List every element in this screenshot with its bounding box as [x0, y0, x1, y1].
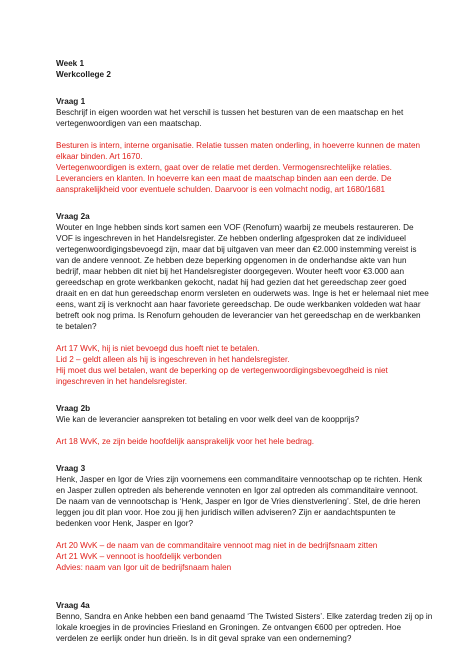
- section-vraag-2b: [56, 403, 434, 447]
- question-line: Wie kan de leverancier aanspreken tot betaling en voor welk deel van de koopprijs?: [56, 415, 360, 424]
- section-heading: Vraag 3: [56, 464, 86, 473]
- answer-line: Advies: naam van Igor uit de bedrijfsnaam halen: [56, 563, 232, 572]
- answer-line: Art 17 WvK, hij is niet bevoegd dus hoeft niet te betalen.: [56, 344, 260, 353]
- question-line: betreft ook nog prima. Is Renofurn gehouden de leverancier van het gereedschap en de werkbanken: [56, 311, 421, 320]
- question-line: Beschrijf in eigen woorden wat het verschil is tussen het besturen van de een maatschap en het: [56, 108, 404, 117]
- question-line: De naam van de vennootschap is ‘Henk, Jasper en Igor de Vries dienstverlening’. Stel, de drie heren: [56, 497, 421, 506]
- answer-line: Art 21 WvK – vennoot is hoofdelijk verbonden: [56, 552, 222, 561]
- question-line: en Jasper zullen optreden als beherende vennoten en Igor zal optreden als commanditaire vennoot.: [56, 486, 418, 495]
- question-line: bedenken voor Henk, Jasper en Igor?: [56, 519, 194, 528]
- answer-line: Besturen is intern, interne organisatie. Relatie tussen maten onderling, in hoeverre kunnen de maten: [56, 141, 421, 150]
- question-line: Benno, Sandra en Anke hebben een band genaamd ‘The Twisted Sisters’. Elke zaterdag treden zij op in: [56, 612, 433, 621]
- question-line: verdelen ze eerlijk onder hun drieën. Is in dit geval sprake van een onderneming?: [56, 634, 352, 643]
- section-heading: Vraag 2a: [56, 212, 90, 221]
- question-line: eens, want zij is verknocht aan haar favoriete gereedschap. De oude werkbanken voldeden wat haar: [56, 300, 421, 309]
- question-line: VOF is ingeschreven in het Handelsregister. Ze hebben onderling afgesproken dat ze individueel: [56, 234, 407, 243]
- answer-line: Art 18 WvK, ze zijn beide hoofdelijk aansprakelijk voor het hele bedrag.: [56, 437, 315, 446]
- section-vraag-1: [56, 96, 434, 195]
- page-title: Werkcollege 2: [56, 70, 111, 79]
- question-line: vertegenwoordigingsbevoegd zijn, maar dat bij uitgaven van meer dan €2.000 instemming vereist is: [56, 245, 417, 254]
- answer-line: Vertegenwoordigen is extern, gaat over de relatie met derden. Vermogensrechtelijke relaties.: [56, 163, 392, 172]
- question-line: van de andere vennoot. Ze hebben deze beperking opgenomen in de onderhandse akte van hun: [56, 256, 407, 265]
- question-line: te betalen?: [56, 322, 97, 331]
- question-line: gereedschap en grote werkbanken gekocht, nadat hij had gezien dat het gereedschap zeer goed: [56, 278, 407, 287]
- question-line: lokale kroegjes in de provincies Friesland en Groningen. Ze ontvangen €600 per optreden. Hoe: [56, 623, 402, 632]
- answer-line: Leveranciers en klanten. In hoeverre kan een maat de maatschap binden aan een derde. De: [56, 174, 392, 183]
- question-line: draait en en dat hun gereedschap enorm versleten en ouderwets was. Inge is het er helemaal niet mee: [56, 289, 429, 298]
- answer-line: aansprakelijkheid voor eventuele schulden. Daarvoor is een volmacht nodig, art 1680/1681: [56, 185, 386, 194]
- answer-line: ingeschreven in het handelsregister.: [56, 377, 188, 386]
- answer-line: elkaar binden. Art 1670.: [56, 152, 143, 161]
- question-line: vertegenwoordigen van een maatschap.: [56, 119, 202, 128]
- answer-line: Lid 2 – geldt alleen als hij is ingeschreven in het handelsregister.: [56, 355, 290, 364]
- section-vraag-2a: [56, 211, 434, 387]
- section-heading: Vraag 2b: [56, 404, 91, 413]
- section-heading: Vraag 4a: [56, 601, 90, 610]
- question-line: Wouter en Inge hebben sinds kort samen een VOF (Renofurn) waarbij ze meubels restaureren. De: [56, 223, 414, 232]
- section-vraag-3: [56, 463, 434, 573]
- section-vraag-4a: [56, 600, 434, 644]
- week-label: Week 1: [56, 59, 85, 68]
- question-line: leggen jou dit plan voor. Hoe zou jij hen juridisch willen adviseren? Zijn er aandachtspunten te: [56, 508, 396, 517]
- question-line: Henk, Jasper en Igor de Vries zijn voornemens een commanditaire vennootschap op te richten. Henk: [56, 475, 423, 484]
- answer-line: Art 20 WvK – de naam van de commanditaire vennoot mag niet in de bedrijfsnaam zitten: [56, 541, 378, 550]
- section-heading: Vraag 1: [56, 97, 86, 106]
- question-line: bedrijf, maar hebben dit niet bij het Handelsregister doorgegeven. Wouter heeft voor €3.000 aan: [56, 267, 405, 276]
- answer-line: Hij moet dus wel betalen, want de beperking op de vertegenwoordigingsbevoegdheid is niet: [56, 366, 388, 375]
